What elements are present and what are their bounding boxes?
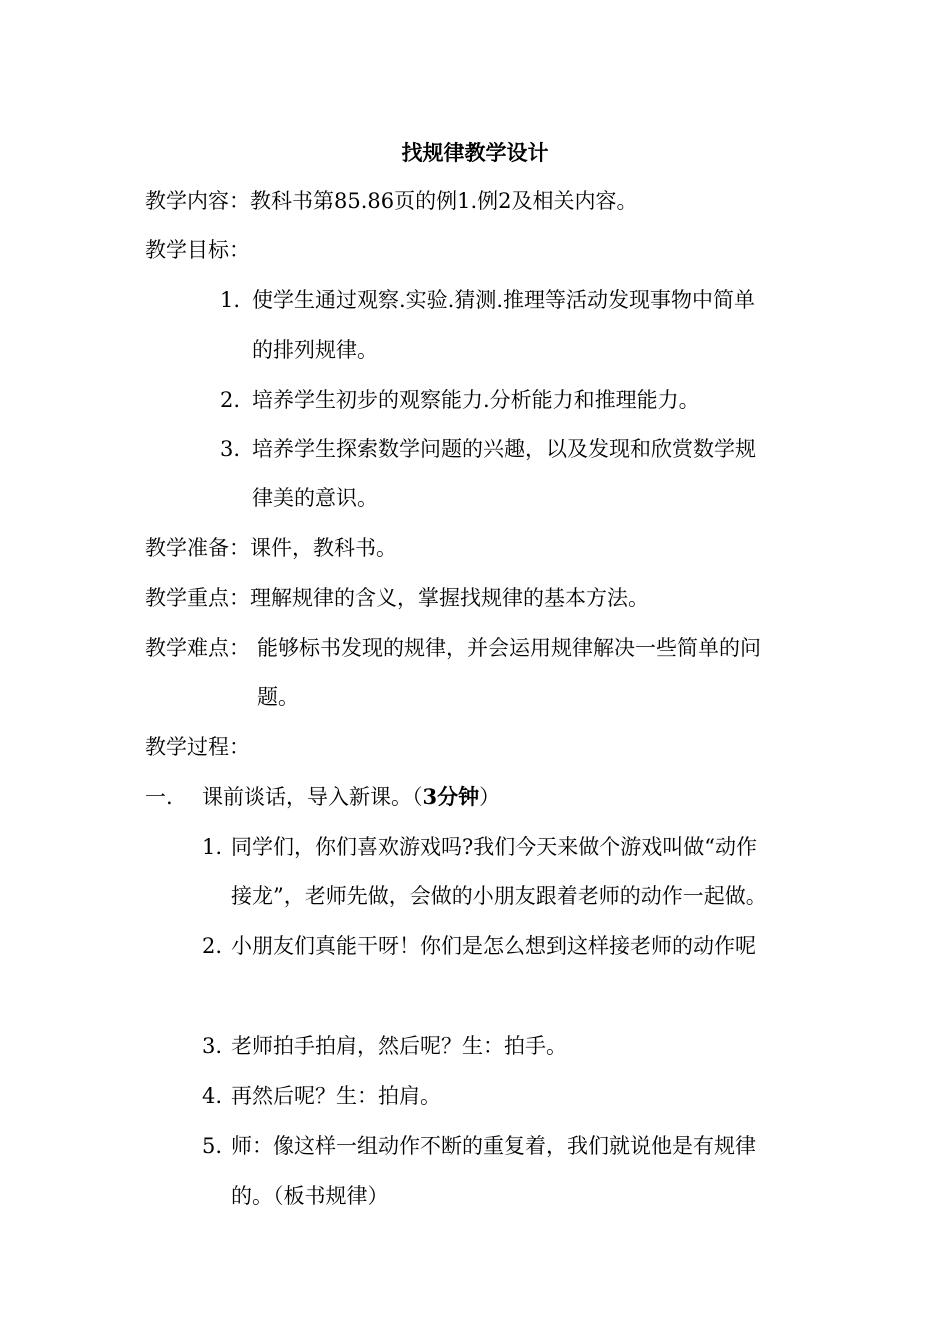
- step-1-text-cont: 接龙”，老师先做，会做的小朋友跟着老师的动作一起做。: [231, 884, 767, 908]
- step-3-number: 3.: [202, 1034, 223, 1058]
- section-1-duration: 3分钟: [422, 784, 480, 809]
- difficulties-text: 能够标书发现的规律，并会运用规律解决一些简单的问: [257, 636, 761, 660]
- content-text: 教科书第85.86页的例1.例2及相关内容。: [250, 189, 638, 213]
- difficulties-text-cont: 题。: [257, 685, 299, 709]
- page-title: 找规律教学设计: [401, 140, 549, 165]
- objective-1-number: 1.: [220, 288, 241, 312]
- objective-1-text-cont: 的排列规律。: [252, 338, 378, 362]
- objective-1-text: 使学生通过观察.实验.猜测.推理等活动发现事物中简单: [252, 288, 756, 312]
- step-2-number: 2.: [202, 934, 223, 958]
- key-points-row: [145, 584, 649, 612]
- objectives-label: 教学目标：: [145, 238, 250, 262]
- step-2-text: 小朋友们真能干呀！你们是怎么想到这样接老师的动作呢: [231, 934, 756, 958]
- content-row: [145, 187, 638, 215]
- step-4-number: 4.: [202, 1084, 223, 1108]
- section-1-close: ）: [479, 785, 501, 809]
- step-1-text: 同学们，你们喜欢游戏吗?我们今天来做个游戏叫做“动作: [231, 835, 757, 859]
- objective-3-number: 3.: [220, 437, 241, 461]
- step-1-number: 1.: [202, 835, 223, 859]
- preparation-text: 课件，教科书。: [250, 536, 397, 560]
- section-1-heading: [202, 783, 500, 811]
- preparation-label: 教学准备：: [145, 536, 250, 560]
- section-1-number: 一.: [145, 785, 173, 809]
- preparation-row: [145, 534, 397, 562]
- step-3-text: 老师拍手拍肩，然后呢？生：拍手。: [231, 1034, 567, 1058]
- process-label: 教学过程：: [145, 735, 250, 759]
- step-4-text: 再然后呢？生：拍肩。: [231, 1084, 441, 1108]
- section-1-text: 课前谈话，导入新课。（: [202, 785, 423, 809]
- step-5-text-cont: 的。（板书规律）: [231, 1184, 389, 1208]
- difficulties-label: 教学难点：: [145, 636, 250, 660]
- objective-2-text: 培养学生初步的观察能力.分析能力和推理能力。: [252, 388, 700, 412]
- objective-2-number: 2.: [220, 388, 241, 412]
- key-points-label: 教学重点：: [145, 586, 250, 610]
- step-5-number: 5.: [202, 1134, 223, 1158]
- key-points-text: 理解规律的含义，掌握找规律的基本方法。: [250, 586, 649, 610]
- step-5-text: 师：像这样一组动作不断的重复着，我们就说他是有规律: [231, 1134, 756, 1158]
- objective-3-text-cont: 律美的意识。: [252, 486, 378, 510]
- objective-3-text: 培养学生探索数学问题的兴趣，以及发现和欣赏数学规: [252, 437, 756, 461]
- content-label: 教学内容：: [145, 189, 250, 213]
